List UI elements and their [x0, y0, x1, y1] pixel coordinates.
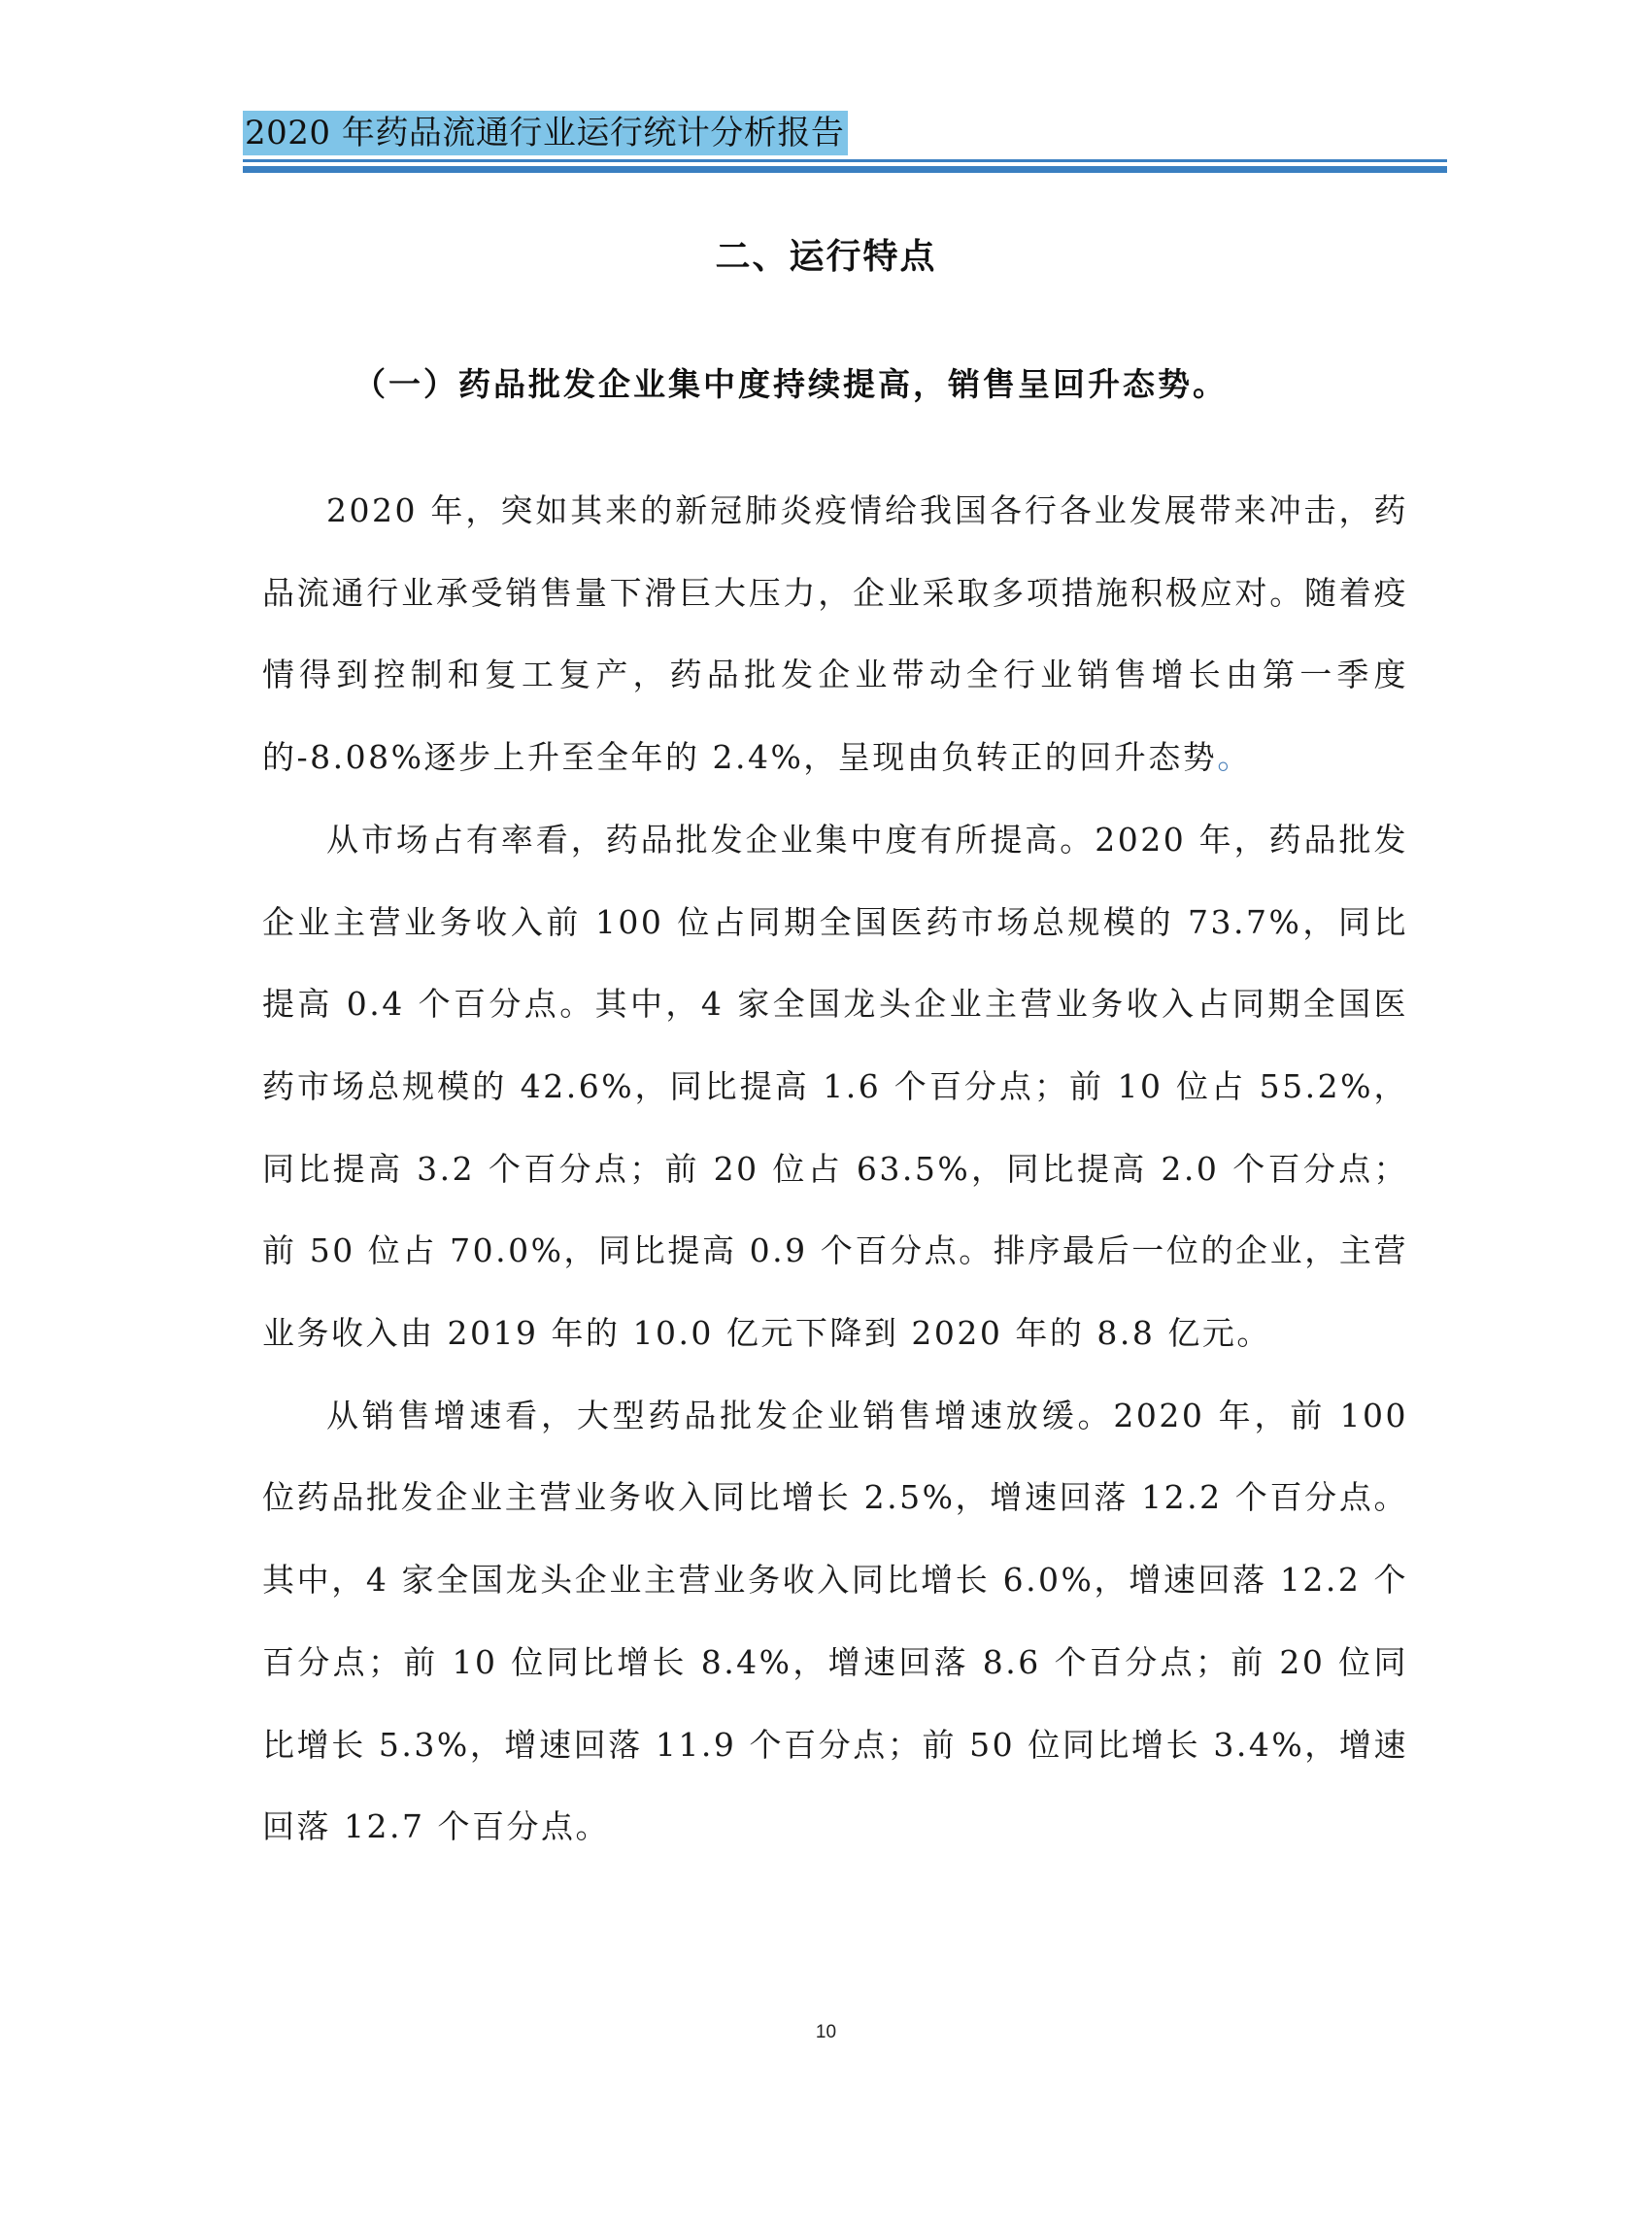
- report-title: 2020 年药品流通行业运行统计分析报告: [243, 111, 848, 155]
- body-text: [262, 470, 1408, 1869]
- paragraph-1-text: 2020 年，突如其来的新冠肺炎疫情给我国各行各业发展带来冲击，药品流通行业承受销售量下滑巨大压力，企业采取多项措施积极应对。随着疫情得到控制和复工复产，药品批发企业带动全行业销售增长由第一季度的-8.08%逐步上升至全年的 2.4%，呈现由负转正的回升态势: [262, 491, 1408, 777]
- paragraph-1: [262, 470, 1408, 799]
- paragraph-1-end-mark: 。: [1217, 738, 1252, 777]
- section-title: 二、运行特点: [715, 237, 937, 277]
- paragraph-3: 从销售增速看，大型药品批发企业销售增速放缓。2020 年，前 100 位药品批发企业主营业务收入同比增长 2.5%，增速回落 12.2 个百分点。其中，4 家全国龙头企业主营业务收入同比增长 6.0%，增速回落 12.2 个百分点；前 10 位同比增长 8.4%，增速回落 8.6 个百分点；前 20 位同比增长 5.3%，增速回落 11.9 个百分点；前 50 位同比增长 3.4%，增速回落 12.7 个百分点。: [262, 1396, 1408, 1846]
- header-rule-thick: [243, 166, 1447, 173]
- page-number: 10: [815, 2022, 837, 2042]
- page-header: [243, 111, 1447, 155]
- header-rule-thin: [243, 159, 1447, 162]
- subsection-title: （一）药品批发企业集中度持续提高，销售呈回升态势。: [354, 365, 1228, 403]
- paragraph-2: 从市场占有率看，药品批发企业集中度有所提高。2020 年，药品批发企业主营业务收入前 100 位占同期全国医药市场总规模的 73.7%，同比提高 0.4 个百分点。其中，4 家全国龙头企业主营业务收入占同期全国医药市场总规模的 42.6%，同比提高 1.6 个百分点；前 10 位占 55.2%，同比提高 3.2 个百分点；前 20 位占 63.5%，同比提高 2.0 个百分点；前 50 位占 70.0%，同比提高 0.9 个百分点。排序最后一位的企业，主营业务收入由 2019 年的 10.0 亿元下降到 2020 年的 8.8 亿元。: [262, 820, 1408, 1353]
